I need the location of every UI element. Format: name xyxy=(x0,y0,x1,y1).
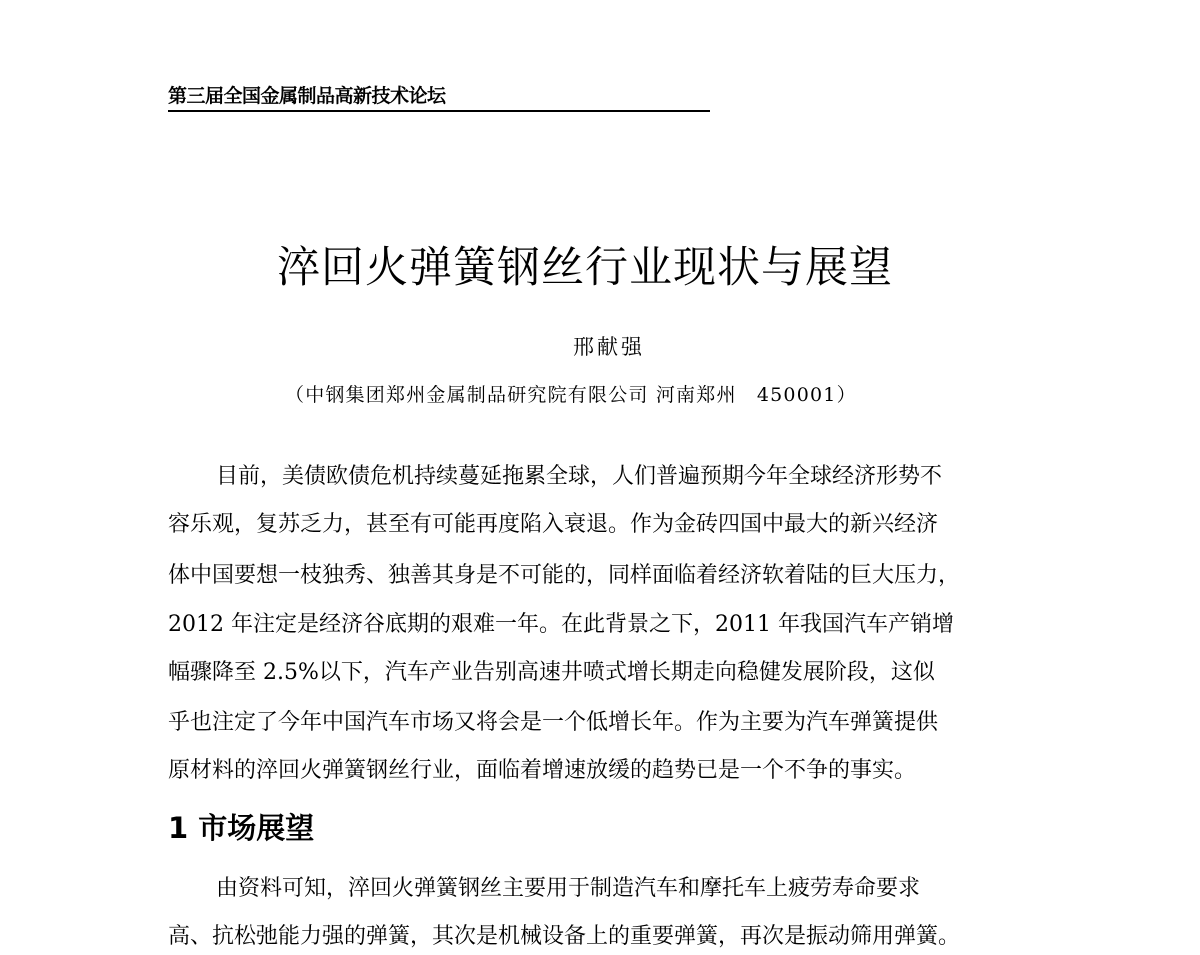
article-title: 淬回火弹簧钢丝行业现状与展望 xyxy=(277,243,893,293)
section-heading: 1 市场展望 xyxy=(168,811,315,845)
intro-paragraph-line: 幅骤降至 2.5%以下，汽车产业告别高速井喷式增长期走向稳健发展阶段，这似 xyxy=(168,660,935,685)
running-header xyxy=(168,84,710,112)
section-paragraph-line: 高、抗松弛能力强的弹簧，其次是机械设备上的重要弹簧，再次是振动筛用弹簧。 xyxy=(168,924,961,949)
intro-paragraph-line: 原材料的淬回火弹簧钢丝行业，面临着增速放缓的趋势已是一个不争的事实。 xyxy=(168,758,917,783)
intro-paragraph-line: 容乐观，复苏乏力，甚至有可能再度陷入衰退。作为金砖四国中最大的新兴经济 xyxy=(168,512,939,537)
author-affiliation: （中钢集团郑州金属制品研究院有限公司 河南郑州 450001） xyxy=(285,384,857,406)
intro-paragraph-line: 2012 年注定是经济谷底期的艰难一年。在此背景之下，2011 年我国汽车产销增 xyxy=(168,612,954,637)
section-paragraph-line: 由资料可知，淬回火弹簧钢丝主要用于制造汽车和摩托车上疲劳寿命要求 xyxy=(216,876,921,901)
intro-paragraph-line: 目前，美债欧债危机持续蔓延拖累全球，人们普遍预期今年全球经济形势不 xyxy=(216,464,943,489)
author-name: 邢献强 xyxy=(573,335,645,359)
intro-paragraph-line: 体中国要想一枝独秀、独善其身是不可能的，同样面临着经济软着陆的巨大压力， xyxy=(168,563,961,588)
intro-paragraph-line: 乎也注定了今年中国汽车市场又将会是一个低增长年。作为主要为汽车弹簧提供 xyxy=(168,710,939,735)
running-header-title: 第三届全国金属制品高新技术论坛 xyxy=(168,85,446,107)
